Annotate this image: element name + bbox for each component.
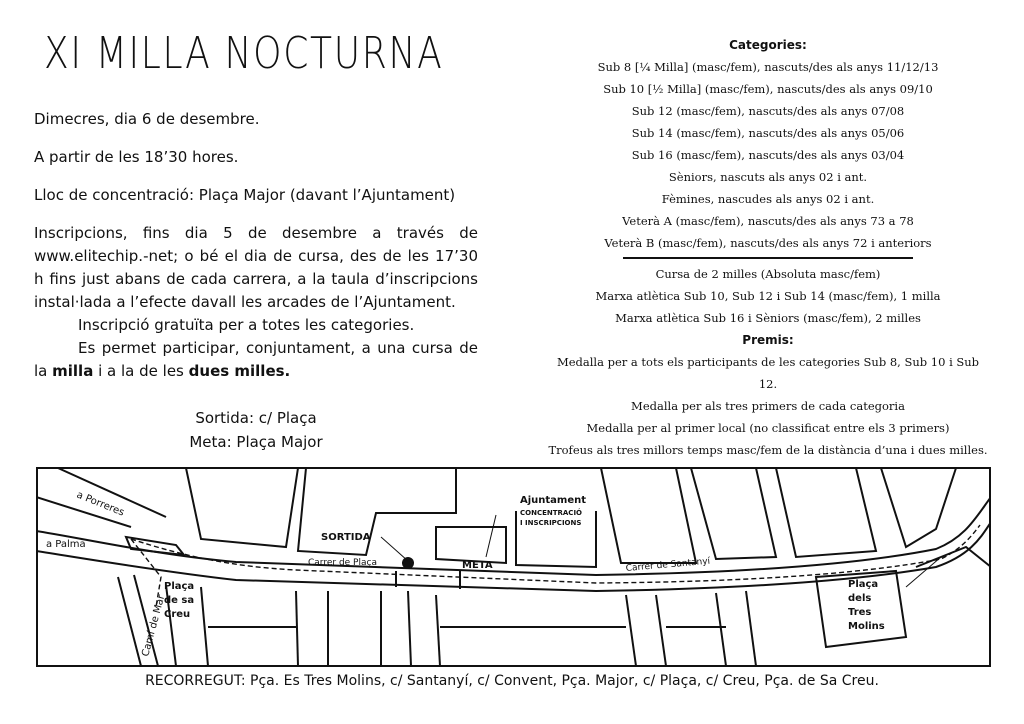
extra-item: Marxa atlètica Sub 10, Sub 12 i Sub 14 (masc/fem), 1 milla [595,289,941,303]
prize-item: Medalla per a tots els participants de les categories Sub 8, Sub 10 i Sub 12. [556,355,980,391]
label-a-palma: a Palma [46,539,86,550]
participation-prefix: Es permet participar, conjuntament, a una cursa de la [34,339,478,380]
event-date: Dimecres, dia 6 de desembre. [34,110,260,128]
participation-middle: i a la de les [98,362,184,380]
ajuntament-pointer [486,515,496,557]
label-placa-sa-creu-3: Creu [164,609,191,620]
prize-item: Medalla per als tres primers de cada categoria [631,399,905,413]
label-carrer-santanyi: Carrer de Santanyí [625,556,711,574]
event-info [34,108,478,383]
event-inscriptions: Inscripcions, fins dia 5 de desembre a través de www.elitechip.-net; o bé el dia de cursa, des de les 17’30 h fins just abans de cada carrera, a la taula d’inscripcions instal·lada a l’efecte davall les arcades de l’Ajuntament. [34,224,478,311]
category-item: Sub 8 [¼ Milla] (masc/fem), nascuts/des als anys 11/12/13 [597,60,939,74]
block-north [601,468,696,563]
street-south [656,595,666,666]
finish-label: Meta: Plaça Major [189,433,323,451]
participation-note [34,337,478,383]
start-finish [34,406,478,454]
street-south [201,587,208,666]
start-marker [402,557,414,569]
milla-label: milla [52,362,94,380]
label-carrer-placa: Carrer de Plaça [308,558,377,568]
label-concentracio-2: I INSCRIPCIONS [520,519,582,527]
label-a-porreres: a Porreres [74,489,126,519]
block-north [881,468,956,547]
dues-milles-label: dues milles. [188,362,291,380]
extra-item: Cursa de 2 milles (Absoluta masc/fem) [655,267,881,281]
category-item: Veterà B (masc/fem), nascuts/des als anys 72 i anteriors [604,236,932,250]
event-place: Lloc de concentració: Plaça Major (davant l’Ajuntament) [34,186,456,204]
street-south [436,595,440,666]
label-cami-de-mar: Camí de Mar [140,593,168,658]
map-frame [37,468,990,666]
block-north [186,468,298,547]
category-item: Sub 12 (masc/fem), nascuts/des als anys 07/08 [631,104,905,118]
category-item: Fèmines, nascudes als anys 02 i ant. [661,192,875,206]
prize-item: Trofeus als tres millors temps masc/fem de la distància d’una i dues milles. [548,443,988,457]
label-tres-molins-1: Plaça [848,579,879,590]
categories-header: Categories: [729,38,807,52]
categories-panel [548,34,988,461]
event-time: A partir de les 18’30 hores. [34,148,239,166]
start-label: Sortida: c/ Plaça [195,409,317,427]
street-south [408,591,411,666]
prize-item: Medalla per al primer local (no classificat entre els 3 primers) [586,421,950,435]
route-map [36,467,991,667]
category-item: Sèniors, nascuts als anys 02 i ant. [668,170,868,184]
extra-item: Marxa atlètica Sub 16 i Sèniors (masc/fem), 2 milles [615,311,921,325]
label-tres-molins-2: dels [848,593,872,604]
block-north [691,468,776,559]
street-south [296,591,298,666]
page-title: XI MILLA NOCTURNA [44,28,444,79]
label-placa-sa-creu-2: de sa [164,595,195,606]
label-tres-molins-3: Tres [848,607,872,618]
block-north [776,468,876,557]
tres-molins-pointer [906,557,941,587]
category-item: Sub 10 [½ Milla] (masc/fem), nascuts/des als anys 09/10 [603,82,933,96]
label-meta: META [462,560,493,571]
label-tres-molins-4: Molins [848,621,885,632]
sortida-pointer [381,537,408,561]
block-north [436,527,506,563]
route-description: RECORREGUT: Pça. Es Tres Molins, c/ Santanyí, c/ Convent, Pça. Major, c/ Plaça, c/ Creu, Pça. de Sa Creu. [145,673,879,689]
category-item: Veterà A (masc/fem), nascuts/des als anys 73 a 78 [622,214,914,228]
category-item: Sub 14 (masc/fem), nascuts/des als anys 05/06 [631,126,905,140]
street-south [626,595,636,666]
divider [623,257,913,259]
label-ajuntament: Ajuntament [520,495,587,506]
main-street-top [36,497,991,575]
street-south [716,593,726,666]
label-placa-sa-creu-1: Plaça [164,581,195,592]
category-item: Sub 16 (masc/fem), nascuts/des als anys 03/04 [631,148,905,162]
street-south [746,591,756,666]
label-concentracio-1: CONCENTRACIÓ [520,509,582,517]
free-inscription: Inscripció gratuïta per a totes les categories. [78,316,415,334]
prizes-header: Premis: [742,333,794,347]
label-sortida: SORTIDA [321,532,371,543]
